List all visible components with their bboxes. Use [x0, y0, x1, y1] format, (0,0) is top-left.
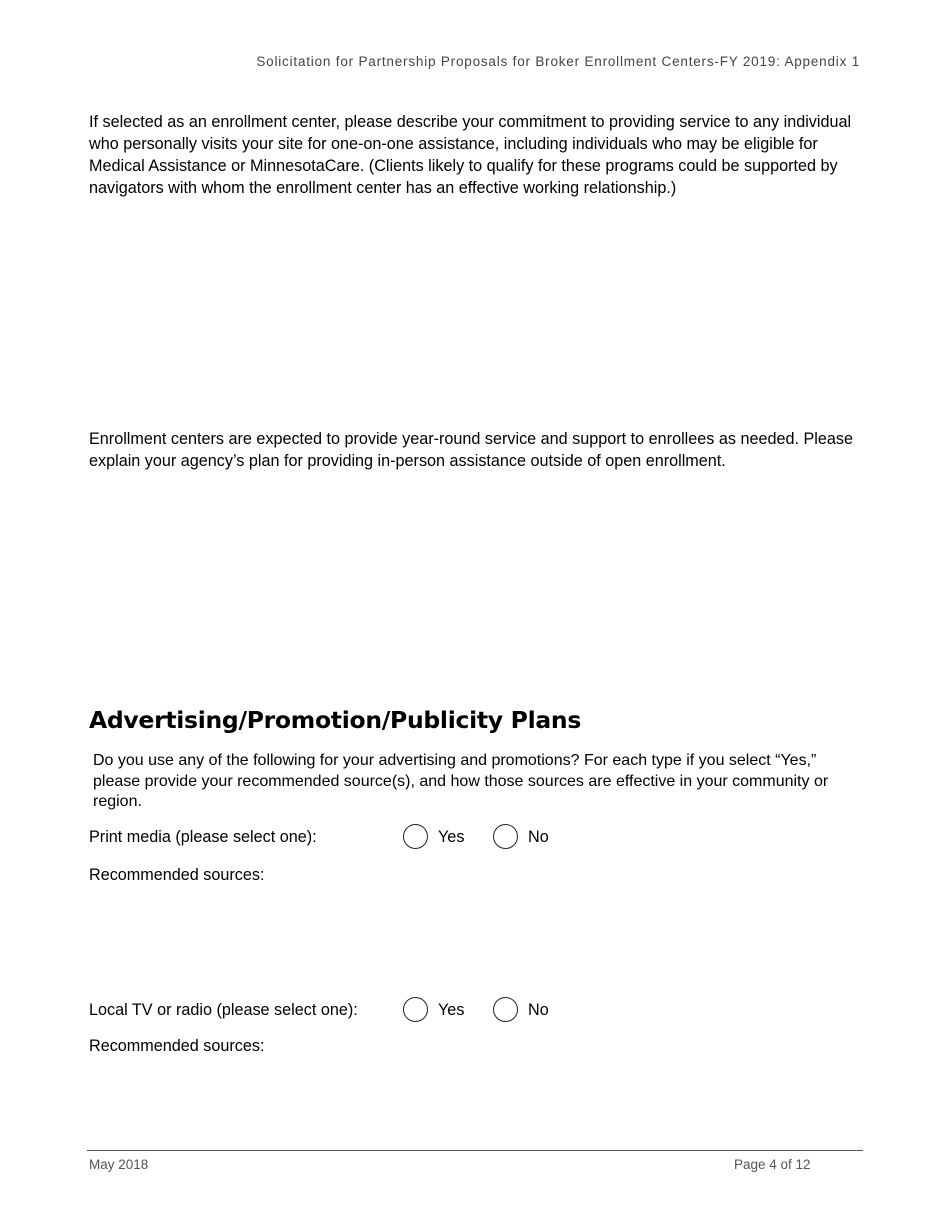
print-media-question: [89, 823, 609, 853]
tv-radio-yes-radio[interactable]: [403, 997, 428, 1022]
print-media-no-radio[interactable]: [493, 824, 518, 849]
print-media-yes-label: Yes: [438, 828, 465, 846]
tv-radio-no-radio[interactable]: [493, 997, 518, 1022]
footer-divider: [87, 1150, 863, 1151]
footer-date: May 2018: [89, 1157, 149, 1172]
running-header: Solicitation for Partnership Proposals for Broker Enrollment Centers-FY 2019: Appendix 1: [256, 54, 860, 69]
commitment-question: If selected as an enrollment center, please describe your commitment to providing service to any individual who personally visits your site for one-on-one assistance, including individuals who may be eligible for Medical Assistance or MinnesotaCare. (Clients likely to qualify for these programs could be supported by navigators with whom the enrollment center has an effective working relationship.): [89, 113, 852, 197]
print-media-sources-label: Recommended sources:: [89, 866, 265, 884]
advertising-intro: Do you use any of the following for your advertising and promotions? For each type if you select “Yes,” please provide your recommended source(s), and how those sources are effective in your community or region.: [93, 752, 829, 810]
footer-page-number: Page 4 of 12: [734, 1157, 811, 1172]
tv-radio-question: [89, 996, 609, 1026]
year-round-question: Enrollment centers are expected to provide year-round service and support to enrollees as needed. Please explain your agency’s plan for providing in-person assistance outside of open enrollment.: [89, 430, 853, 470]
print-media-label: Print media (please select one):: [89, 828, 317, 846]
print-media-yes-radio[interactable]: [403, 824, 428, 849]
tv-radio-sources-label: Recommended sources:: [89, 1037, 265, 1055]
section-heading: Advertising/Promotion/Publicity Plans: [89, 706, 582, 734]
tv-radio-label: Local TV or radio (please select one):: [89, 1001, 358, 1019]
print-media-no-label: No: [528, 828, 549, 846]
tv-radio-yes-label: Yes: [438, 1001, 465, 1019]
tv-radio-no-label: No: [528, 1001, 549, 1019]
